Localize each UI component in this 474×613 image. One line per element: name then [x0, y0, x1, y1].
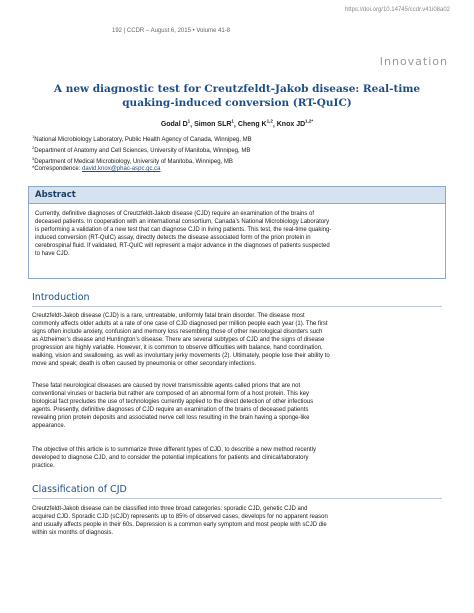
correspondence-email-link[interactable]: david.knox@phac-aspc.gc.ca [82, 166, 161, 172]
author: Cheng K$^{1,2}$ [237, 119, 273, 129]
abstract-box [28, 186, 446, 279]
intro-paragraph-1: Creutzfeldt-Jakob disease (CJD) is a rare, untreatable, uniformly fatal brain disorder. The disease most commonly affects older adults at a rate of one case of CJD diagnosed per million people each year (1). The first signs often include anxiety, confusion and memory loss resembling those of other neurological disorders such as Alzheimer’s disease and Huntington’s disease. There are several subtypes of CJD and the signs of disease progression are highly variable. However, it is common to observe difficulties with balance, hand coordination, walking, vision and swallowing, as well as involuntary jerky movements (2). Ultimately, people lose their ability to move and speak; death is often caused by pneumonia or other secondary infections. [32, 313, 330, 367]
author: Simon SLR$^1$ [194, 119, 234, 129]
heading-rule [32, 306, 442, 307]
author-list: Godal $D^1$, Simon SLR$^1$, Cheng K$^{1,2}$, Knox $JD^{1,2*}$ [160, 119, 314, 129]
correspondence: *Correspondence: david.knox@phac-aspc.gc.ca [32, 166, 161, 172]
abstract-text: Currently, definitive diagnoses of Creutzfeldt-Jakob disease (CJD) require an examination of the brains of deceased patients. In cooperation with an international consortium, Canada’s National Microbiology Laboratory is performing a validation of a new test that can diagnose CJD in living patients. This test, the real-time quaking- induced conversion (RT-QuIC) assay, directly detects the disease associated form of the prion protein in cerebrospinal fluid. If validated, RT-QuIC will represent a major advance in the diagnoses of patients suspected to have CJD. [35, 211, 332, 257]
article-title: A new diagnostic test for Creutzfeldt-Jakob disease: Real-time quaking-induced conversion (RT-QuIC) [53, 83, 421, 109]
running-head: 192 | CCDR – August 6, 2015 • Volume 41-8 [112, 28, 231, 34]
author: Knox $JD^{1,2*}$ [276, 119, 314, 129]
intro-paragraph-2: These fatal neurological diseases are caused by novel transmissible agents called prions that are not conventional viruses or bacteria but rather are composed of an abnormal form of a host protein. This key biological fact precludes the use of technologies currently applied to the direct detection of other infectious agents. Presently, definitive diagnoses of CJD require an examination of the brains of deceased patients revealing prion protein deposits and associated nerve cell loss resulting in the brain having a sponge-like appearance. [32, 383, 314, 429]
affiliation: $^2$Department of Anatomy and Cell Sciences, University of Manitoba, Winnipeg, MB [32, 145, 251, 154]
heading-rule [32, 498, 442, 499]
author: Godal $D^1$ [160, 119, 191, 129]
abstract-heading: Abstract [29, 187, 445, 204]
intro-paragraph-3: The objective of this article is to summarize three different types of CJD, to describe a new method recently developed to diagnose CJD, and to consider the potential implications for patients and clinical/laboratory practice. [32, 447, 317, 469]
affiliation: $^1$National Microbiology Laboratory, Public Health Agency of Canada, Winnipeg, MB [32, 134, 252, 143]
section-heading-classification: Classification of CJD [32, 484, 127, 495]
affiliation: $^3$Department of Medical Microbiology, University of Manitoba, Winnipeg, MB [32, 156, 233, 165]
section-label: Innovation [379, 55, 448, 68]
classification-paragraph-1: Creutzfeldt-Jakob disease can be classified into three broad categories: sporadic CJD, genetic CJD and acquired CJD. Sporadic CJD (sCJD) represents up to 85% of observed cases, develops for no apparent reason and usually affects people in their 60s. Depression is a common early symptom and most people with sCJD die within six months of diagnosis. [32, 506, 328, 536]
doi-link[interactable]: https://doi.org/10.14745/ccdr.v41i08a02 [344, 7, 450, 13]
affiliations [32, 133, 252, 166]
section-heading-introduction: Introduction [32, 292, 90, 303]
